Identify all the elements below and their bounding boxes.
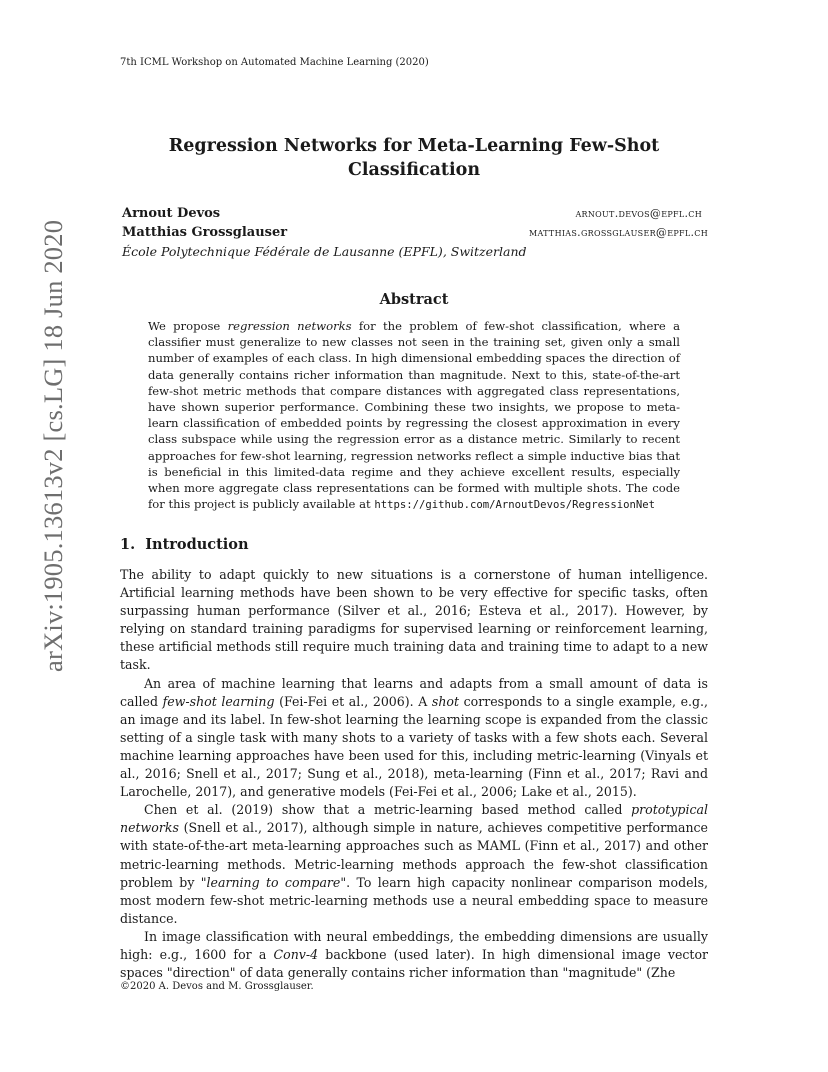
paragraph: In image classification with neural embeddings, the embedding dimensions are usually high: e.g., 1600 for a Conv-4 backbone (used later). In high dimensional image vector spaces "direction" of data generally contains richer information than "magnitude" (Zhe bbox=[120, 928, 709, 981]
abstract-body: We propose regression networks for the problem of few-shot classification, where a classifier must generalize to new classes not seen in the training set, given only a small number of examples of each class. In high dimensional embedding spaces the direction of data generally contains richer information than magnitude. Next to this, state-of-the-art few-shot metric methods that compare distances with aggregated class representations, have shown superior performance. Combining these two insights, we propose to meta-learn classification of embedded points by regressing the closest approximation in every class subspace while using the regression error as a distance metric. Similarly to recent approaches for few-shot learning, regression networks reflect a simple inductive bias that is beneficial in this limited-data regime and they achieve excellent results, especially when more aggregate class representations can be formed with multiple shots. The code for this project is publicly available at https://github.com/ArnoutDevos/RegressionNet bbox=[148, 319, 680, 512]
affiliation: École Polytechnique Fédérale de Lausanne (EPFL), Switzerland bbox=[122, 244, 527, 259]
author-name: Matthias Grossglauser bbox=[122, 225, 288, 240]
venue-header: 7th ICML Workshop on Automated Machine Learning (2020) bbox=[120, 57, 429, 68]
paragraph: An area of machine learning that learns and adapts from a small amount of data is called few-shot learning (Fei-Fei et al., 2006). A shot corresponds to a single example, e.g., an image and its label. In few-shot learning the learning scope is expanded from the classic setting of a single task with many shots to a variety of tasks with a few shots each. Several machine learning approaches have been used for this, including metric-learning (Vinyals et al., 2016; Snell et al., 2017; Sung et al., 2018), meta-learning (Finn et al., 2017; Ravi and Larochelle, 2017), and generative models (Fei-Fei et al., 2006; Lake et al., 2015). bbox=[120, 675, 708, 800]
copyright-footer: ©2020 A. Devos and M. Grossglauser. bbox=[120, 981, 314, 992]
body-text bbox=[120, 566, 708, 982]
abstract-heading: Abstract bbox=[379, 291, 449, 308]
section-heading: 1. Introduction bbox=[120, 536, 249, 553]
author-name: Arnout Devos bbox=[122, 206, 221, 221]
code-link[interactable]: https://github.com/ArnoutDevos/RegressionNet bbox=[374, 499, 655, 512]
paragraph: The ability to adapt quickly to new situations is a cornerstone of human intelligence. Artificial learning methods have been shown to be very effective for specific tasks, often surpassing human performance (Silver et al., 2016; Esteva et al., 2017). However, by relying on standard training paradigms for supervised learning or reinforcement learning, these artificial methods still require much training data and training time to adapt to a new task. bbox=[120, 567, 708, 673]
paper-title: Regression Networks for Meta-Learning Few-Shot Classification bbox=[168, 136, 660, 180]
arxiv-identifier: arXiv:1905.13613v2 [cs.LG] 18 Jun 2020 bbox=[38, 219, 68, 672]
author-email: arnout.devos@epfl.ch bbox=[575, 207, 702, 220]
author-email: matthias.grossglauser@epfl.ch bbox=[529, 226, 708, 239]
paragraph: Chen et al. (2019) show that a metric-learning based method called prototypical networks (Snell et al., 2017), although simple in nature, achieves competitive performance with state-of-the-art meta-learning approaches such as MAML (Finn et al., 2017) and other metric-learning methods. Metric-learning methods approach the few-shot classification problem by "learning to compare". To learn high capacity nonlinear comparison models, most modern few-shot metric-learning methods use a neural embedding space to measure distance. bbox=[120, 802, 709, 926]
